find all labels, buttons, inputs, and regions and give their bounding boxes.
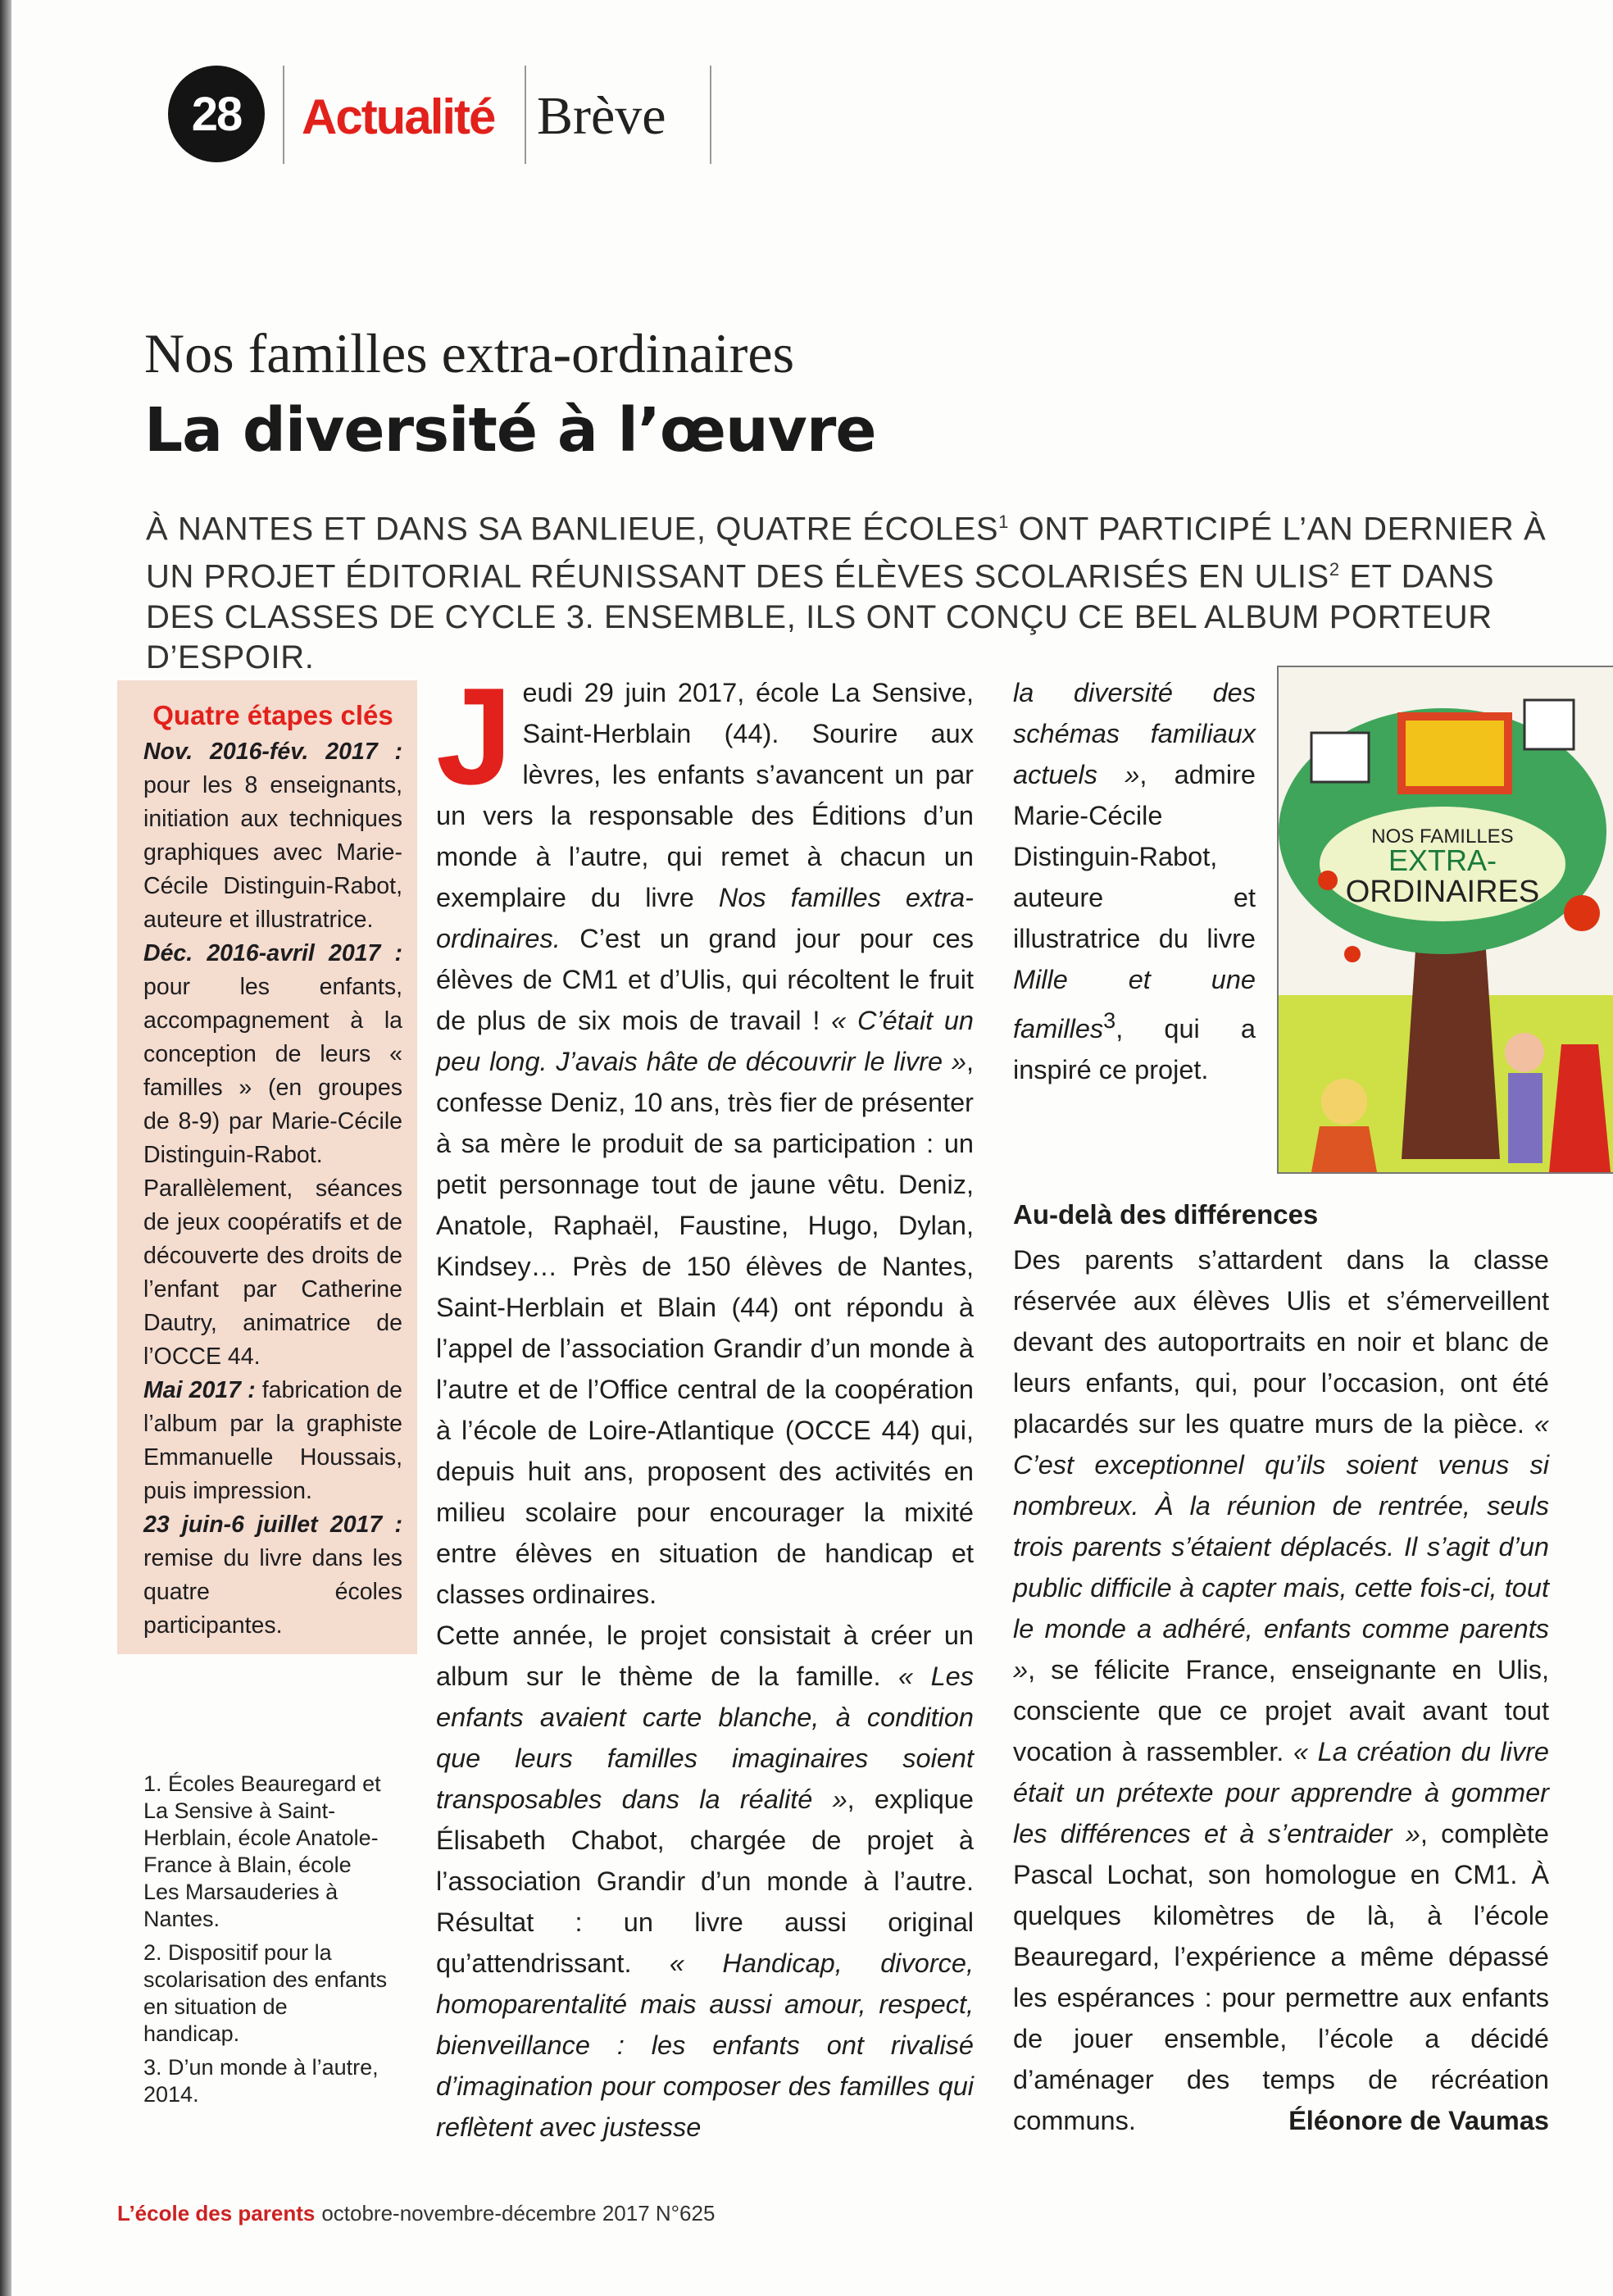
paragraph	[1013, 1239, 1549, 2141]
text-run: Nos familles extra-ordinaires.	[436, 883, 974, 953]
key-step	[143, 1508, 402, 1643]
footnotes	[143, 1771, 389, 2115]
article-lead	[146, 502, 1556, 678]
step-date: Déc. 2016-avril 2017 :	[143, 940, 402, 966]
footnote: 1. Écoles Beauregard et La Sensive à Saint-Herblain, école Anatole-France à Blain, école Les Marsauderies à Nantes.	[143, 1771, 381, 1931]
sidebar-key-steps	[117, 680, 417, 1654]
text-run: , complète Pascal Lochat, son homologue en CM1. À quelques kilomètres de là, à l’école Beauregard, l’expérience a même dépassé les espérances : pour permettre aux enfants de jouer ensemble, l’école a décidé d’aménager des temps de récréation communs.	[1013, 1819, 1549, 2135]
footnote-ref: 2	[1329, 559, 1340, 580]
key-step	[143, 1374, 402, 1508]
page-number-badge: 28	[168, 66, 265, 162]
magazine-name: L’école des parents	[117, 2201, 316, 2226]
text-run: C’est un grand jour pour ces élèves de CM1 et d’Ulis, qui récoltent le fruit de plus de six mois de travail !	[436, 924, 974, 1035]
key-step	[143, 735, 402, 937]
text-run: , qui a inspiré ce projet.	[1013, 1013, 1256, 1084]
subsection-label: Brève	[537, 86, 666, 146]
page-spine-shadow	[0, 0, 11, 2296]
drawing-frame	[1402, 716, 1508, 790]
text-run: « C’est exceptionnel qu’ils soient venus si nombreux. À la réunion de rentrée, seuls trois parents s’étaient déplacés. Il s’agit d’un public difficile à capter mais, cette fois-ci, tout le monde a adhéré, enfants comme parents »	[1013, 1409, 1549, 1684]
footnote: 3. D’un monde à l’autre, 2014.	[143, 2055, 379, 2107]
article-column-1	[436, 659, 975, 2148]
drop-cap: J	[436, 659, 513, 813]
footnote: 2. Dispositif pour la scolarisation des enfants en situation de handicap.	[143, 1940, 388, 2046]
step-text: remise du livre dans les quatre écoles participantes.	[143, 1545, 402, 1639]
text-run: , explique Élisabeth Chabot, chargée de projet à l’association Grandir d’un monde à l’autre. Résultat : un livre aussi original qu’attendrissant.	[436, 1785, 974, 1978]
text-run: Mille et une familles	[1013, 965, 1256, 1043]
lead-text: ET DANS DES CLASSES DE CYCLE 3. ENSEMBLE, ILS ONT CONÇU CE BEL ALBUM PORTEUR D’ESPOIR.	[146, 558, 1495, 675]
lead-text: À NANTES ET DANS SA BANLIEUE, QUATRE ÉCOLES	[146, 511, 999, 548]
issue-info: octobre-novembre-décembre 2017 N°625	[321, 2201, 716, 2226]
text-run: Des parents s’attardent dans la classe réservée aux élèves Ulis et s’émerveillent devant des autoportraits en noir et blanc de leurs enfants, qui, pour l’occasion, ont été placardés sur les quatre murs de la pièce.	[1013, 1245, 1549, 1439]
article-column-2	[1013, 672, 1549, 2141]
step-date: 23 juin-6 juillet 2017 :	[143, 1512, 402, 1538]
text-run: , confesse Deniz, 10 ans, très fier de présenter à sa mère le produit de sa participation : un petit personnage tout de jaune vêtu. Deniz, Anatole, Raphaël, Faustine, Hugo, Dylan, Kindsey… Près de 150 élèves de Nantes, Saint-Herblain et Blain (44) ont répondu à l’appel de l’association Grandir d’un monde à l’autre et de l’Office central de la coopération à l’école de Loire-Atlantique (OCCE 44) qui, depuis huit ans, proposent des activités en milieu scolaire pour encourager la mixité entre élèves en situation de handicap et classes ordinaires.	[436, 1047, 974, 1609]
step-date: Mai 2017 :	[143, 1377, 256, 1403]
sidebar-title: Quatre étapes clés	[152, 700, 393, 730]
article-title: Nos familles extra-ordinaires	[144, 322, 795, 384]
step-text: fabrication de l’album par la graphiste Emmanuelle Houssais, puis impression.	[143, 1377, 402, 1504]
text-run: la diversité des schémas familiaux actuels »	[1013, 678, 1256, 789]
paragraph	[436, 1615, 974, 2148]
subheading: Au-delà des différences	[1013, 1199, 1319, 1230]
text-run: eudi 29 juin 2017, école La Sensive, Saint-Herblain (44). Sourire aux lèvres, les enfants s’avancent un par un vers la responsable des Éditions d’un monde à l’autre, qui remet à chacun un exemplaire du livre	[436, 678, 974, 912]
step-text: pour les enfants, accompagnement à la conception de leurs « familles » (en groupes de 8-9) par Marie-Cécile Distinguin-Rabot. Parallèlement, séances de jeux coopératifs et de découverte des droits de l’enfant par Catherine Dautry, animatrice de l’OCCE 44.	[143, 974, 402, 1370]
cover-title: NOS FAMILLES	[1371, 825, 1514, 848]
text-run: « Handicap, divorce, homoparentalité mais aussi amour, respect, bienveillance : les enfants ont rivalisé d’imagination pour composer des familles qui reflètent avec justesse	[436, 1948, 975, 2142]
text-run: « La création du livre était un prétexte pour apprendre à gommer les différences et à s’entraider »	[1013, 1737, 1549, 1848]
text-run: Cette année, le projet consistait à créer un album sur le thème de la famille.	[436, 1621, 974, 1691]
divider	[710, 66, 711, 164]
key-step	[143, 937, 402, 1374]
step-text: pour les 8 enseignants, initiation aux techniques graphiques avec Marie-Cécile Distinguin-Rabot, auteure et illustratrice.	[143, 772, 402, 933]
cover-title: ORDINAIRES	[1345, 875, 1540, 909]
author-byline: Éléonore de Vaumas	[1288, 2106, 1549, 2135]
step-date: Nov. 2016-fév. 2017 :	[143, 739, 402, 765]
section-label: Actualité	[302, 89, 495, 144]
book-cover-image	[1277, 666, 1613, 1174]
divider	[283, 66, 284, 164]
text-run: , admire Marie-Cécile Distinguin-Rabot, auteure et illustratrice du livre	[1013, 760, 1256, 953]
article-subtitle: La diversité à l’œuvre	[144, 395, 876, 466]
paragraph	[436, 659, 975, 1615]
text-run: 3	[1103, 1007, 1116, 1033]
footnote-ref: 1	[998, 511, 1009, 532]
text-run: « C’était un peu long. J’avais hâte de découvrir le livre »	[436, 1006, 975, 1076]
divider	[525, 66, 526, 164]
text-run: « Les enfants avaient carte blanche, à condition que leurs familles imaginaires soient transposables dans la réalité »	[436, 1662, 974, 1814]
text-run: , se félicite France, enseignante en Ulis, consciente que ce projet avait avant tout vocation à rassembler.	[1013, 1655, 1549, 1766]
page-footer	[117, 2201, 715, 2226]
lead-text: ONT PARTICIPÉ L’AN DERNIER À UN PROJET ÉDITORIAL RÉUNISSANT DES ÉLÈVES SCOLARISÉS EN ULIS	[146, 511, 1547, 595]
cover-title: EXTRA-	[1388, 843, 1497, 877]
